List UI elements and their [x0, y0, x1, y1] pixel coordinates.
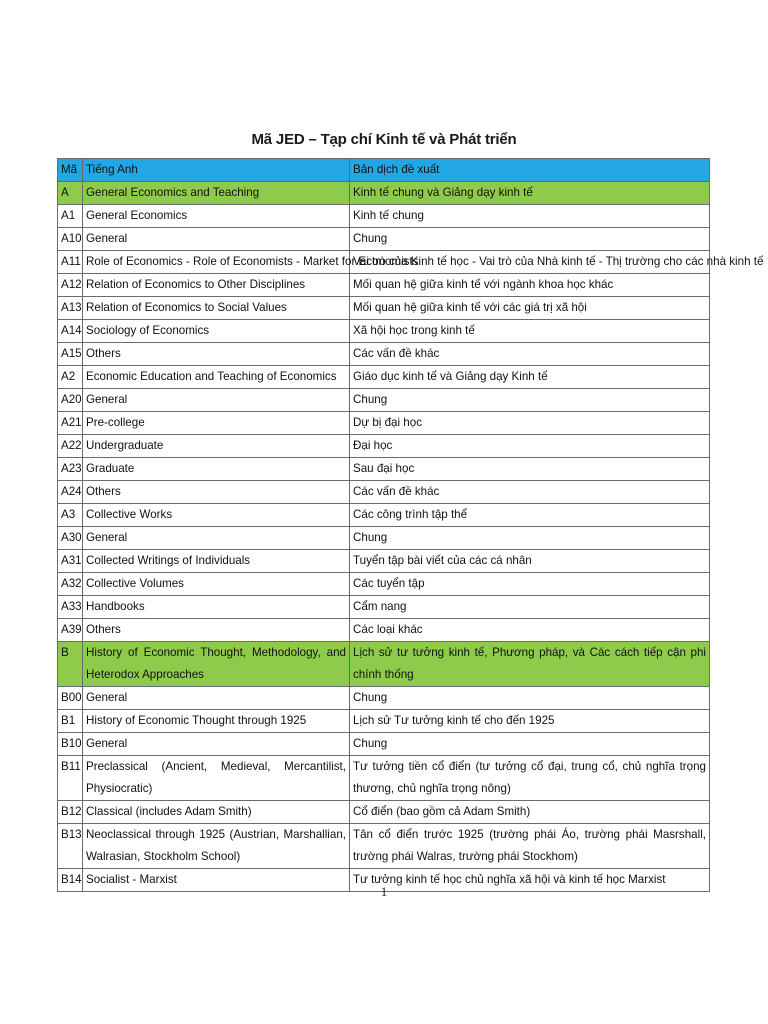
- page-number: 1: [380, 884, 388, 899]
- translation-cell: Mối quan hệ giữa kinh tế với các giá trị xã hội: [350, 297, 710, 320]
- translation-cell: Chung: [350, 687, 710, 710]
- table-row: [58, 366, 710, 389]
- translation-cell: Dự bị đại học: [350, 412, 710, 435]
- translation-cell: Xã hội học trong kinh tế: [350, 320, 710, 343]
- translation-cell: Tư tưởng tiền cổ điển (tư tưởng cổ đại, trung cổ, chủ nghĩa trọng thương, chủ nghĩa trọng nông): [350, 756, 710, 801]
- code-cell: A15: [58, 343, 83, 366]
- code-cell: A13: [58, 297, 83, 320]
- english-cell: Classical (includes Adam Smith): [83, 801, 350, 824]
- english-cell: Sociology of Economics: [83, 320, 350, 343]
- code-cell: A20: [58, 389, 83, 412]
- english-cell: Economic Education and Teaching of Economics: [83, 366, 350, 389]
- code-cell: A21: [58, 412, 83, 435]
- translation-cell: Chung: [350, 228, 710, 251]
- table-row: [58, 710, 710, 733]
- code-cell: A1: [58, 205, 83, 228]
- header-translation: Bản dịch đề xuất: [350, 159, 710, 182]
- code-cell: A3: [58, 504, 83, 527]
- english-cell: General Economics and Teaching: [83, 182, 350, 205]
- code-cell: A32: [58, 573, 83, 596]
- english-cell: Others: [83, 619, 350, 642]
- english-cell: Graduate: [83, 458, 350, 481]
- code-cell: A2: [58, 366, 83, 389]
- table-row: [58, 527, 710, 550]
- translation-cell: Mối quan hệ giữa kinh tế với ngành khoa học khác: [350, 274, 710, 297]
- code-cell: A33: [58, 596, 83, 619]
- translation-cell: Các công trình tập thể: [350, 504, 710, 527]
- translation-cell: Giáo dục kinh tế và Giảng dạy Kinh tế: [350, 366, 710, 389]
- code-cell: A31: [58, 550, 83, 573]
- english-cell: Socialist - Marxist: [83, 869, 350, 892]
- translation-cell: Chung: [350, 527, 710, 550]
- code-cell: A30: [58, 527, 83, 550]
- table-row: [58, 458, 710, 481]
- code-cell: B11: [58, 756, 83, 801]
- table-row: [58, 733, 710, 756]
- english-cell: Collective Volumes: [83, 573, 350, 596]
- table-row: [58, 504, 710, 527]
- translation-cell: Vai trò của Kinh tế học - Vai trò của Nhà kinh tế - Thị trường cho các nhà kinh tế: [350, 251, 710, 274]
- code-cell: B10: [58, 733, 83, 756]
- translation-cell: Tuyển tập bài viết của các cá nhân: [350, 550, 710, 573]
- table-row: [58, 274, 710, 297]
- table-row: [58, 550, 710, 573]
- translation-cell: Tư tưởng kinh tế học chủ nghĩa xã hội và kinh tế học Marxist: [350, 869, 710, 892]
- translation-cell: Kinh tế chung và Giảng dạy kinh tế: [350, 182, 710, 205]
- table-row: [58, 435, 710, 458]
- page-title: Mã JED – Tạp chí Kinh tế và Phát triển: [251, 131, 517, 148]
- translation-cell: Sau đại học: [350, 458, 710, 481]
- english-cell: Pre-college: [83, 412, 350, 435]
- english-cell: Undergraduate: [83, 435, 350, 458]
- english-cell: Neoclassical through 1925 (Austrian, Marshallian, Walrasian, Stockholm School): [83, 824, 350, 869]
- table-row: [58, 205, 710, 228]
- english-cell: General: [83, 527, 350, 550]
- code-cell: A24: [58, 481, 83, 504]
- code-cell: A14: [58, 320, 83, 343]
- code-cell: B: [58, 642, 83, 687]
- english-cell: Others: [83, 481, 350, 504]
- table-row: [58, 389, 710, 412]
- table-row: [58, 343, 710, 366]
- table-group-row: [58, 642, 710, 687]
- english-cell: Collective Works: [83, 504, 350, 527]
- table-row: [58, 596, 710, 619]
- header-code: Mã: [58, 159, 83, 182]
- translation-cell: Các loại khác: [350, 619, 710, 642]
- code-cell: A39: [58, 619, 83, 642]
- code-cell: A10: [58, 228, 83, 251]
- table-row: [58, 481, 710, 504]
- translation-cell: Các tuyển tập: [350, 573, 710, 596]
- english-cell: Collected Writings of Individuals: [83, 550, 350, 573]
- translation-cell: Cẩm nang: [350, 596, 710, 619]
- english-cell: Relation of Economics to Other Disciplines: [83, 274, 350, 297]
- translation-cell: Đại học: [350, 435, 710, 458]
- english-cell: Role of Economics - Role of Economists - Market for Economists: [83, 251, 350, 274]
- table-group-row: [58, 182, 710, 205]
- header-english: Tiếng Anh: [83, 159, 350, 182]
- code-cell: A22: [58, 435, 83, 458]
- english-cell: History of Economic Thought, Methodology, and Heterodox Approaches: [83, 642, 350, 687]
- code-cell: A11: [58, 251, 83, 274]
- table-row: [58, 251, 710, 274]
- translation-cell: Lịch sử tư tưởng kinh tế, Phương pháp, và Các cách tiếp cận phi chính thống: [350, 642, 710, 687]
- table-row: [58, 320, 710, 343]
- english-cell: General: [83, 733, 350, 756]
- code-cell: B13: [58, 824, 83, 869]
- code-cell: A12: [58, 274, 83, 297]
- table-row: [58, 297, 710, 320]
- translation-cell: Các vấn đề khác: [350, 343, 710, 366]
- table-row: [58, 573, 710, 596]
- translation-cell: Chung: [350, 389, 710, 412]
- table-row: [58, 801, 710, 824]
- code-cell: B14: [58, 869, 83, 892]
- table-row: [58, 687, 710, 710]
- table-row: [58, 228, 710, 251]
- english-cell: General: [83, 228, 350, 251]
- english-cell: General Economics: [83, 205, 350, 228]
- english-cell: Others: [83, 343, 350, 366]
- code-cell: B12: [58, 801, 83, 824]
- table-row: [58, 756, 710, 801]
- english-cell: Preclassical (Ancient, Medieval, Mercantilist, Physiocratic): [83, 756, 350, 801]
- english-cell: Relation of Economics to Social Values: [83, 297, 350, 320]
- table-row: [58, 824, 710, 869]
- code-cell: B1: [58, 710, 83, 733]
- table-header-row: [58, 159, 710, 182]
- translation-cell: Lịch sử Tư tưởng kinh tế cho đến 1925: [350, 710, 710, 733]
- table-row: [58, 412, 710, 435]
- english-cell: General: [83, 687, 350, 710]
- jed-code-table: [57, 158, 764, 892]
- table-body: [58, 182, 764, 892]
- table-row: [58, 619, 710, 642]
- translation-cell: Chung: [350, 733, 710, 756]
- translation-cell: Kinh tế chung: [350, 205, 710, 228]
- translation-cell: Tân cổ điển trước 1925 (trường phái Áo, trường phái Masrshall, trường phái Walras, trường phái Stockhom): [350, 824, 710, 869]
- code-cell: B00: [58, 687, 83, 710]
- english-cell: General: [83, 389, 350, 412]
- code-cell: A: [58, 182, 83, 205]
- english-cell: Handbooks: [83, 596, 350, 619]
- translation-cell: Các vấn đề khác: [350, 481, 710, 504]
- english-cell: History of Economic Thought through 1925: [83, 710, 350, 733]
- code-cell: A23: [58, 458, 83, 481]
- translation-cell: Cổ điển (bao gồm cả Adam Smith): [350, 801, 710, 824]
